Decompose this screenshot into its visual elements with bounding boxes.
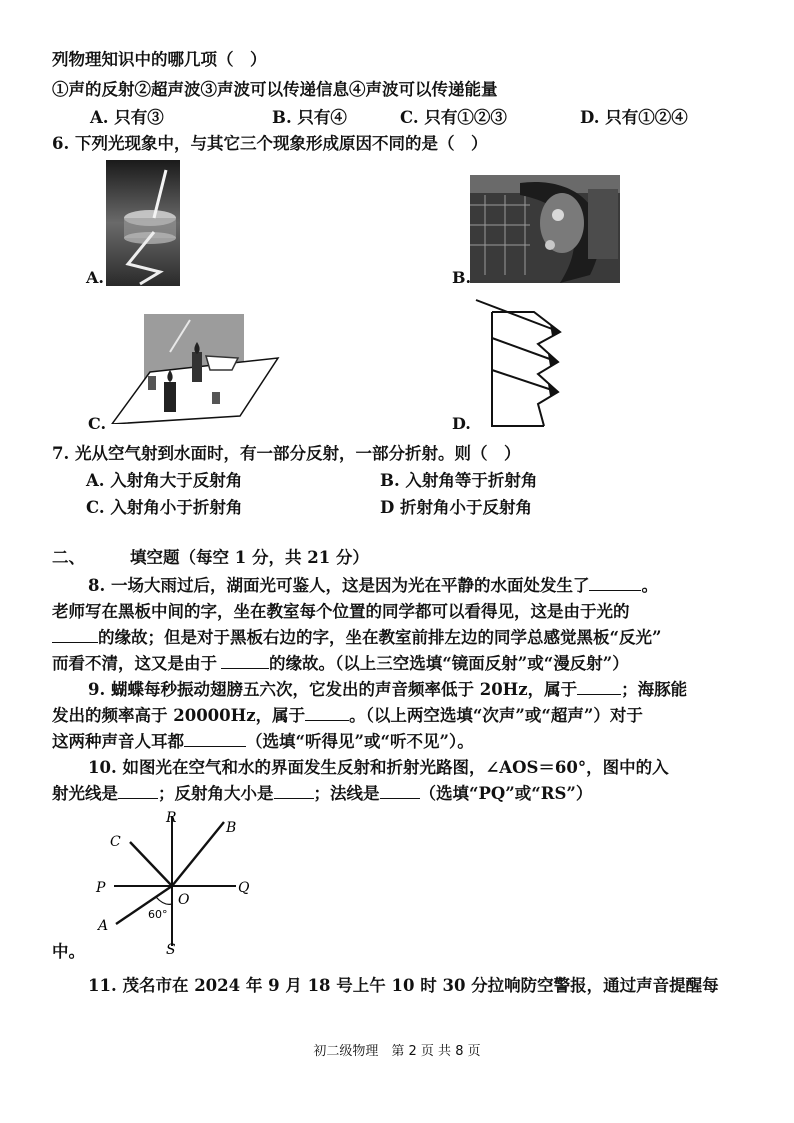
q9-line-2: [52, 702, 643, 726]
label-c: C: [110, 834, 121, 850]
q8-text-4a: 而看不清，这又是由于: [52, 654, 217, 673]
q7-option-b: B. 入射角等于折射角: [380, 471, 538, 490]
q9-text-1a: 9. 蝴蝶每秒振动翅膀五六次，它发出的声音频率低于 20Hz，属于: [88, 680, 578, 699]
q9-text-3b: （选填“听得见”或“听不见”）。: [246, 732, 474, 751]
q10-text-2c: ；法线是: [313, 784, 380, 803]
q10-blank-3[interactable]: [380, 784, 420, 799]
q9-text-3a: 这两种声音人耳都: [52, 732, 184, 751]
q9-line-1: [88, 676, 687, 700]
q8-text-3: 的缘故；但是对于黑板右边的字，坐在教室前排左边的同学总感觉黑板“反光”: [98, 628, 662, 647]
q9-text-2a: 发出的频率高于 20000Hz，属于: [52, 706, 306, 725]
q5-option-c: C. 只有①②③: [400, 108, 507, 127]
q6-image-b-mirror-reflection: [470, 175, 620, 283]
q11-line-1: 11. 茂名市在 2024 年 9 月 18 号上午 10 时 30 分拉响防空警报，通过声音提醒每: [88, 976, 719, 995]
q7-option-a: A. 入射角大于反射角: [86, 471, 243, 490]
angle-arc: [156, 897, 172, 904]
q6-label-d: D.: [452, 414, 471, 433]
q9-blank-2[interactable]: [305, 706, 349, 721]
q10-tail: 中。: [52, 942, 85, 961]
q10-text-2b: ；反射角大小是: [158, 784, 274, 803]
q7-stem: 7. 光从空气射到水面时，有一部分反射，一部分折射。则（ ）: [52, 444, 521, 463]
q10-line-1: 10. 如图光在空气和水的界面发生反射和折射光路图，∠AOS＝60°，图中的入: [88, 758, 669, 777]
section-title: 填空题（每空 1 分，共 21 分）: [130, 548, 369, 567]
label-a: A: [98, 918, 109, 934]
q8-line-2: 老师写在黑板中间的字，坐在教室每个位置的同学都可以看得见，这是由于光的: [52, 602, 630, 621]
section-number: 二、: [52, 548, 85, 567]
q8-blank-1[interactable]: [589, 576, 641, 591]
q8-text-1: 8. 一场大雨过后，湖面光可鉴人，这是因为光在平静的水面处发生了: [88, 576, 590, 595]
ray-ob: [172, 822, 224, 886]
q8-text-1b: 。: [641, 576, 658, 595]
page-footer: 初二级物理 第 2 页 共 8 页: [313, 1044, 481, 1059]
q10-text-2d: （选填“PQ”或“RS”）: [419, 784, 593, 803]
q5-option-b: B. 只有④: [272, 108, 347, 127]
q6-image-d-periscope: [474, 296, 566, 430]
label-angle: 60°: [148, 908, 168, 921]
q6-image-a-bent-straw: [106, 160, 180, 286]
q5-stem-tail: 列物理知识中的哪几项（ ）: [52, 50, 267, 69]
q10-text-2a: 射光线是: [52, 784, 118, 803]
q6-image-c-candle-mirror: [110, 312, 280, 424]
q8-blank-3[interactable]: [221, 654, 269, 669]
q10-line-2: [52, 780, 592, 804]
q8-blank-2[interactable]: [52, 628, 98, 643]
q8-line-4: [52, 650, 629, 674]
q9-line-3: [52, 728, 474, 752]
q8-line-1: [88, 572, 658, 596]
label-b: B: [226, 820, 237, 836]
q10-blank-1[interactable]: [118, 784, 158, 799]
label-q: Q: [238, 880, 250, 896]
q5-items: ①声的反射②超声波③声波可以传递信息④声波可以传递能量: [52, 80, 498, 99]
q6-label-c: C.: [88, 414, 107, 433]
q10-light-path-diagram: [90, 810, 270, 960]
q7-option-c: C. 入射角小于折射角: [86, 498, 243, 517]
q9-blank-3[interactable]: [184, 732, 246, 747]
ray-oc: [130, 842, 172, 886]
q5-option-d: D. 只有①②④: [580, 108, 688, 127]
q6-label-a: A.: [86, 268, 104, 287]
q5-option-a: A. 只有③: [90, 108, 164, 127]
label-r: R: [166, 810, 177, 826]
q10-blank-2[interactable]: [274, 784, 314, 799]
q8-line-3: [52, 624, 661, 648]
label-p: P: [96, 880, 106, 896]
q9-text-2b: 。（以上两空选填“次声”或“超声”）对于: [349, 706, 643, 725]
q6-label-b: B.: [452, 268, 472, 287]
q9-text-1b: ；海豚能: [621, 680, 688, 699]
label-s: S: [166, 942, 176, 958]
q9-blank-1[interactable]: [577, 680, 621, 695]
q7-option-d: D 折射角小于反射角: [380, 498, 533, 517]
q8-text-4b: 的缘故。（以上三空选填“镜面反射”或“漫反射”）: [269, 654, 629, 673]
label-o: O: [178, 892, 190, 908]
q6-stem: 6. 下列光现象中，与其它三个现象形成原因不同的是（ ）: [52, 134, 488, 153]
